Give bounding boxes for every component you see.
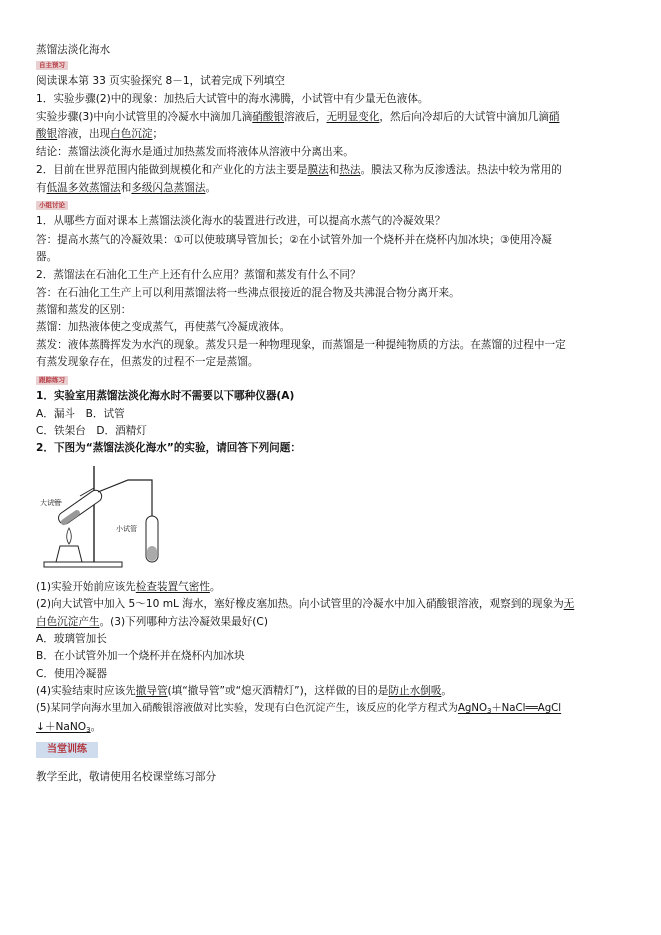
practice-p4: (4)实验结束时应该先撤导管(填“撤导管”或“熄灭酒精灯”)，这样做的目的是防止水倒吸。 bbox=[36, 685, 453, 697]
practice-p5-line1: (5)某同学向海水里加入硝酸银溶液做对比实验，发现有白色沉淀产生，该反应的化学方程式为AgNO$_3$＋NaCl══AgCl bbox=[36, 703, 562, 715]
preview-q3-line1: 2．目前在世界范围内能做到规模化和产业化的方法主要是膜法和热法。膜法又称为反渗透法。热法中较为常用的 bbox=[36, 164, 562, 176]
evaporation-definition-line1: 蒸发：液体蒸腾挥发为水汽的现象。蒸发只是一种物理现象，而蒸馏是一种提纯物质的方法。在蒸馏的过程中一定 bbox=[36, 339, 566, 351]
evaporation-definition-line2: 有蒸发现象存在，但蒸发的过程不一定是蒸馏。 bbox=[36, 356, 259, 368]
section-tag-discussion: 小组讨论 bbox=[36, 201, 68, 210]
section-tag-self-study: 自主预习 bbox=[36, 61, 68, 70]
answer-blank: 多级闪急蒸馏法 bbox=[131, 182, 206, 194]
answer-blank: 白色沉淀 bbox=[110, 128, 153, 140]
answer-blank: 无明显变化 bbox=[326, 111, 380, 123]
answer-blank: 酸银 bbox=[36, 128, 58, 140]
discussion-a2: 答：在石油化工生产上可以利用蒸馏法将一些沸点很接近的混合物及共沸混合物分离开来。 bbox=[36, 287, 460, 299]
preview-q2-line1: 实验步骤(3)中向小试管里的冷凝水中滴加几滴硝酸银溶液后，无明显变化，然后向冷却后的大试管中滴加几滴硝 bbox=[36, 111, 560, 123]
class-training-banner: 当堂训练 bbox=[36, 742, 98, 758]
option-a: A．玻璃管加长 bbox=[36, 633, 107, 645]
practice-q1: 1．实验室用蒸馏法淡化海水时不需要以下哪种仪器(A) bbox=[36, 390, 295, 402]
section-tag-practice: 跟踪练习 bbox=[36, 376, 68, 385]
answer-blank: 撤导管 bbox=[135, 685, 168, 697]
option-b: B．在小试管外加一个烧杯并在烧杯内加冰块 bbox=[36, 650, 245, 662]
label-big-test-tube: 大试管 bbox=[40, 499, 61, 507]
delivery-tube bbox=[98, 480, 152, 520]
answer-blank: 热法 bbox=[339, 164, 361, 176]
difference-title: 蒸馏和蒸发的区别： bbox=[36, 304, 132, 316]
flame-icon bbox=[67, 528, 72, 544]
discussion-a1-line1: 答：提高水蒸气的冷凝效果：①可以使玻璃导管加长；②在小试管外加一个烧杯并在烧杯内加冰块；③使用冷凝 bbox=[36, 234, 552, 246]
practice-p5-line2: ↓＋NaNO$_3$。 bbox=[36, 721, 102, 734]
option-c: C．使用冷凝器 bbox=[36, 668, 107, 680]
alcohol-lamp bbox=[56, 546, 82, 562]
answer-blank: 硝 bbox=[548, 111, 560, 123]
class-training-text: 教学至此，敬请使用名校课堂练习部分 bbox=[36, 771, 217, 783]
discussion-q2: 2．蒸馏法在石油化工生产上还有什么应用？蒸馏和蒸发有什么不同？ bbox=[36, 269, 361, 281]
preview-intro: 阅读课本第 33 页实验探究 8－1，试着完成下列填空 bbox=[36, 75, 285, 87]
answer-blank: 白色沉淀产生 bbox=[36, 616, 100, 628]
answer-blank: 低温多效蒸馏法 bbox=[46, 182, 121, 194]
page-title: 蒸馏法淡化海水 bbox=[36, 44, 111, 56]
stand-base bbox=[44, 562, 122, 567]
practice-p2-line2: 白色沉淀产生。(3)下列哪种方法冷凝效果最好(C) bbox=[36, 616, 268, 628]
preview-q1: 1．实验步骤(2)中的现象：加热后大试管中的海水沸腾，小试管中有少量无色液体。 bbox=[36, 93, 429, 105]
label-small-test-tube: 小试管 bbox=[116, 525, 137, 533]
chemical-equation-continued: ↓＋NaNO$_3$ bbox=[36, 721, 91, 734]
answer-blank: 膜法 bbox=[307, 164, 329, 176]
distillation-apparatus-figure bbox=[36, 458, 166, 572]
preview-conclusion: 结论：蒸馏法淡化海水是通过加热蒸发而将液体从溶液中分离出来。 bbox=[36, 146, 354, 158]
answer-blank: 无 bbox=[563, 598, 575, 610]
answer-blank: 检查装置气密性 bbox=[135, 581, 210, 593]
practice-p2-line1: (2)向大试管中加入 5～10 mL 海水，塞好橡皮塞加热。向小试管里的冷凝水中加入硝酸银溶液，观察到的现象为无 bbox=[36, 598, 575, 610]
practice-q1-options-ab: A．漏斗 B．试管 bbox=[36, 408, 125, 420]
practice-q1-options-cd: C．铁架台 D．酒精灯 bbox=[36, 425, 147, 437]
big-test-tube bbox=[56, 488, 104, 527]
discussion-a1-line2: 器。 bbox=[36, 251, 58, 263]
practice-p1: (1)实验开始前应该先检查装置气密性。 bbox=[36, 581, 221, 593]
preview-q3-line2: 有低温多效蒸馏法和多级闪急蒸馏法。 bbox=[36, 182, 217, 194]
practice-q2: 2．下图为“蒸馏法淡化海水”的实验，请回答下列问题： bbox=[36, 442, 301, 454]
answer-blank: 防止水倒吸 bbox=[388, 685, 442, 697]
condensed-water bbox=[147, 546, 157, 561]
preview-q2-line2: 酸银溶液，出现白色沉淀； bbox=[36, 128, 164, 140]
discussion-q1: 1．从哪些方面对课本上蒸馏法淡化海水的装置进行改进，可以提高水蒸气的冷凝效果？ bbox=[36, 215, 446, 227]
answer-blank: 硝酸银 bbox=[252, 111, 285, 123]
chemical-equation: AgNO$_3$＋NaCl══AgCl bbox=[457, 703, 562, 715]
distillation-definition: 蒸馏：加热液体使之变成蒸气，再使蒸气冷凝成液体。 bbox=[36, 321, 291, 333]
